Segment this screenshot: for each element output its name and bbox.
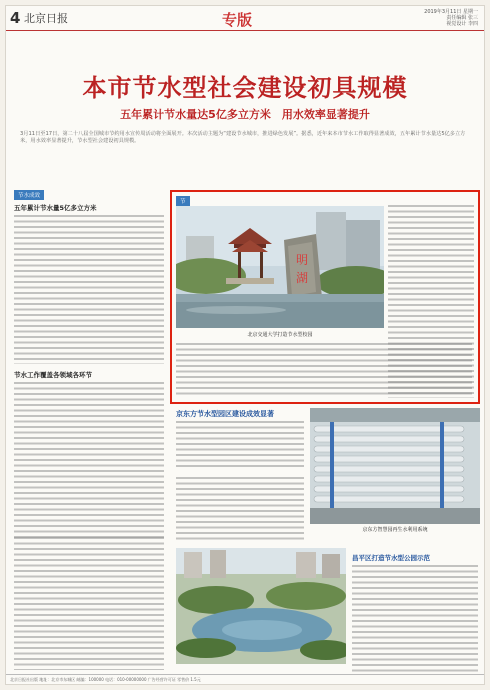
body-text-block [14,536,164,670]
park-photo [176,548,346,664]
meta-line: 2019年3月11日 星期一 [424,9,478,15]
left-kicker: 节水成效 [14,190,44,200]
headline: 本市节水型社会建设初具规模 [82,73,408,102]
filtration-pipes-image [310,408,480,524]
left-column-lower [14,536,164,670]
mid-text [176,420,304,470]
issue-meta [424,9,478,27]
park-aerial-image [176,548,346,664]
svg-text:湖: 湖 [295,271,309,285]
left-column-title: 五年累计节水量5亿多立方米 [14,204,97,212]
body-text-block [14,381,164,541]
left-column-title-2: 节水工作覆盖各领域各环节 [14,371,92,379]
photo-caption: 北京交通大学打造节水型校园 [247,332,313,338]
lede-text: 3月11日至17日，第二十八届全国城市节约用水宣传周活动将全面展开。本次活动主题为“建设节水城市，推进绿色发展”。据悉，近年来本市节水工作取得显著成效，五年累计节水量达5亿多立方米，用水效率显著提升，节水型社会建设初具规模。 [20,131,466,144]
photo-caption: 京东方智慧园再生水利用系统 [362,527,428,533]
right-column-title: 昌平区打造节水型公园示范 [352,554,430,562]
body-text-block [14,214,164,364]
section-title: 京东方节水型园区建设成效显著 [176,410,274,418]
pipe-system-photo [310,408,480,524]
lede-paragraph [20,131,470,145]
campus-scene-image [176,206,384,328]
body-text-block [176,420,304,470]
body-text-block [176,342,472,398]
newspaper-name: 北京日报 [24,12,68,25]
feature-photo [176,206,384,328]
subheadline: 五年累计节水量达5亿多立方米 用水效率显著提升 [120,108,370,121]
feature-kicker: 节 [176,196,190,230]
page-header [6,6,484,31]
page-number: 4 [10,9,21,27]
feature-body-text [176,342,472,398]
right-column-lower [352,550,478,672]
page-footer: 北京日报社出版 地址：北京市东城区 邮编：100000 电话：010-00000000 广告经营许可证 零售价 1.5元 [6,674,484,684]
mid-text [176,476,304,542]
meta-line: 责任编辑 张三 [446,15,478,21]
left-column [14,190,164,530]
svg-text:明: 明 [295,253,309,267]
body-text-block [352,564,478,672]
meta-line: 视觉设计 李四 [446,21,478,27]
newspaper-page [6,6,484,684]
body-text-block [176,476,304,542]
section-label: 专版 [222,11,253,29]
